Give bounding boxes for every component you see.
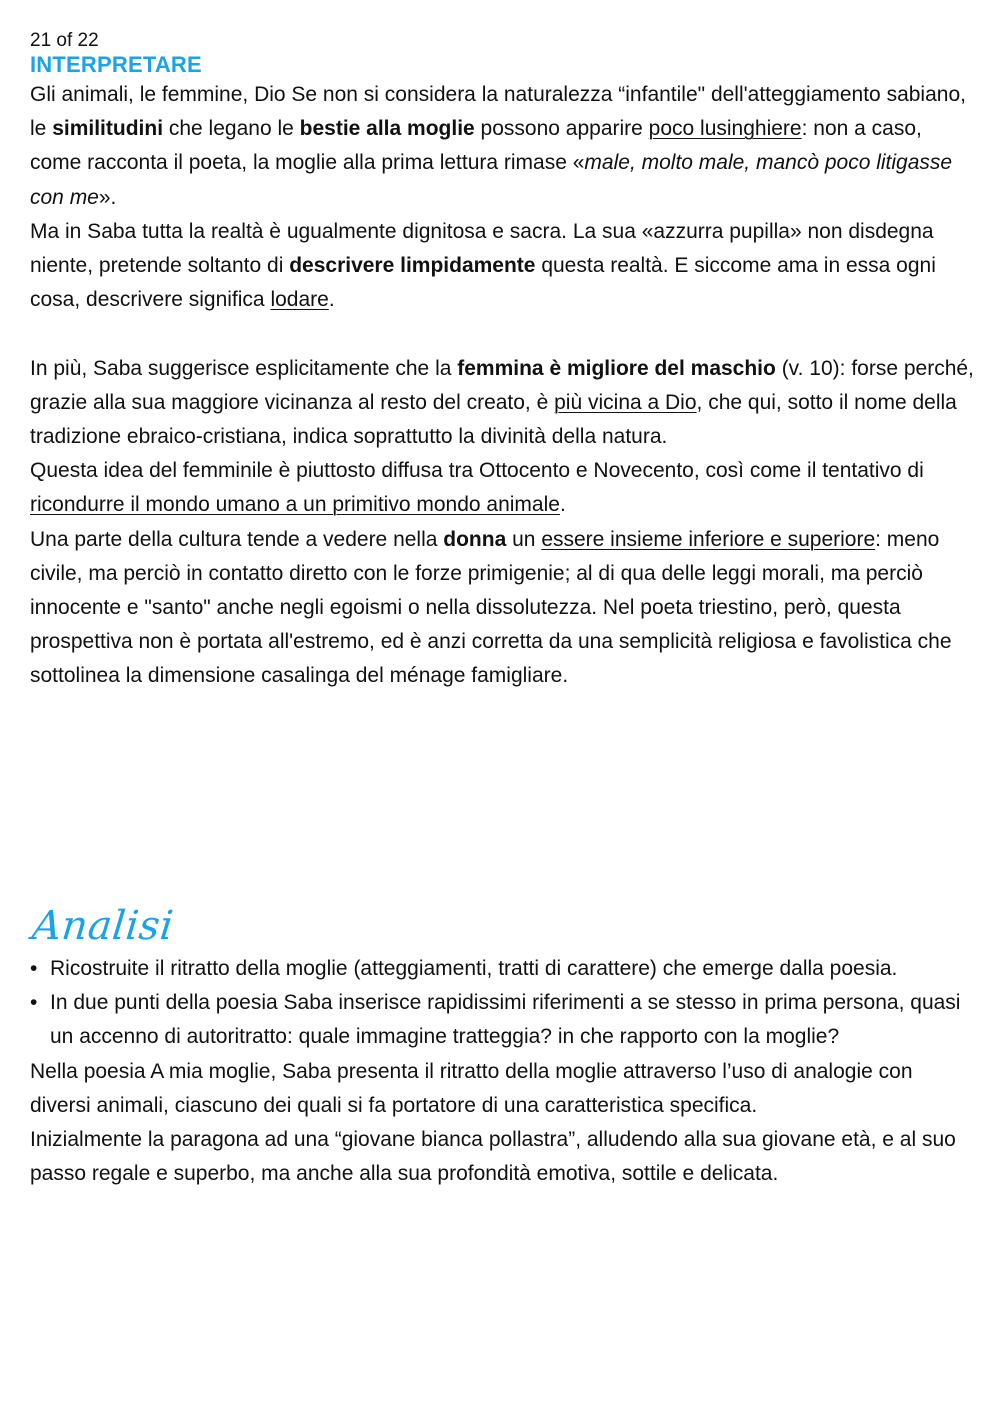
text-run: Una parte della cultura tende a vedere nella bbox=[30, 527, 444, 551]
list-item bbox=[30, 986, 975, 1054]
text-run: Ma in Saba tutta la realtà è ugualmente dignitosa e sacra. La sua «azzurra pupilla» non disdegna niente, pretende soltanto di bbox=[30, 219, 934, 278]
bold-text: donna bbox=[443, 527, 507, 551]
paragraph-femminile bbox=[30, 454, 975, 522]
paragraph-realta bbox=[30, 215, 975, 318]
text-run: Questa idea del femminile è piuttosto diffusa tra Ottocento e Novecento, così come il tentativo di bbox=[30, 459, 924, 483]
question-text: Ricostruite il ritratto della moglie (atteggiamenti, tratti di carattere) che emerge dalla poesia. bbox=[50, 957, 898, 980]
text-run: : meno civile, ma perciò in contatto diretto con le forze primigenie; al di qua delle leggi morali, ma perciò innocente e "santo" anche negli egoismi o nella dissolutezza. Nel poeta triestino, però, questa prospettiva non è portata all'estremo, ed è anzi corretta da una semplicità religiosa e favolistica che sottolinea la dimensione casalinga del ménage famigliare. bbox=[30, 527, 952, 688]
text-run: che legano le bbox=[163, 117, 300, 141]
text-run: In più, Saba suggerisce esplicitamente che la bbox=[30, 356, 458, 380]
list-item bbox=[30, 952, 975, 986]
bold-text: descrivere limpidamente bbox=[289, 254, 536, 278]
text-run: : non a caso, come racconta il poeta, la moglie alla prima lettura rimase « bbox=[30, 117, 922, 175]
answer-paragraph: Inizialmente la paragona ad una “giovane bianca pollastra”, alludendo alla sua giovane età, e al suo passo regale e superbo, ma anche alla sua profondità emotiva, sottile e delicata. bbox=[30, 1128, 956, 1186]
bullet-icon: • bbox=[30, 957, 38, 980]
bold-text: bestie alla moglie bbox=[299, 117, 475, 141]
document-page bbox=[30, 30, 975, 694]
question-list bbox=[30, 952, 975, 1055]
text-run: , che qui, sotto il nome della tradizione ebraico-cristiana, indica soprattutto la divinità della natura. bbox=[30, 390, 957, 449]
text-run: . bbox=[328, 288, 335, 312]
underlined-text: più vicina a Dio bbox=[554, 390, 697, 414]
text-run: Gli animali, le femmine, Dio Se non si considera la naturalezza “infantile" dell'atteggiamento sabiano, le bbox=[30, 83, 966, 141]
paragraph-cultura bbox=[30, 523, 975, 694]
bold-text: similitudini bbox=[52, 117, 164, 141]
section-title: INTERPRETARE bbox=[30, 52, 202, 77]
text-run: ». bbox=[98, 185, 117, 209]
underlined-text: essere insieme inferiore e superiore bbox=[541, 527, 876, 551]
paragraph-spacer bbox=[30, 317, 975, 351]
bullet-icon: • bbox=[30, 991, 38, 1015]
paragraph-similitudini bbox=[30, 78, 975, 215]
paragraph-femmina bbox=[30, 352, 975, 455]
question-text: In due punti della poesia Saba inserisce rapidissimi riferimenti a se stesso in prima persona, quasi un accenno di autoritratto: quale immagine tratteggia? in che rapporto con la moglie? bbox=[50, 991, 961, 1049]
answer-paragraph: Nella poesia A mia moglie, Saba presenta il ritratto della moglie attraverso l’uso di analogie con diversi animali, ciascuno dei quali si fa portatore di una caratteristica specifica. bbox=[30, 1059, 913, 1117]
text-run: possono apparire bbox=[474, 117, 649, 141]
page-counter: 21 of 22 bbox=[30, 30, 99, 51]
text-run: un bbox=[506, 527, 542, 551]
underlined-text: lodare bbox=[270, 288, 329, 312]
analisi-heading: Analisi bbox=[30, 903, 176, 949]
text-run: (v. 10): forse perché, grazie alla sua maggiore vicinanza al resto del creato, è bbox=[30, 356, 974, 414]
text-run: questa realtà. E siccome ama in essa ogni cosa, descrivere significa bbox=[30, 254, 936, 312]
analisi-section bbox=[30, 952, 975, 1191]
underlined-text: poco lusinghiere bbox=[648, 117, 802, 141]
italic-quote: male, molto male, mancò poco litigasse con me bbox=[30, 151, 953, 209]
underlined-text: ricondurre il mondo umano a un primitivo mondo animale bbox=[30, 493, 560, 517]
bold-text: femmina è migliore del maschio bbox=[457, 356, 776, 380]
text-run: . bbox=[559, 493, 566, 517]
